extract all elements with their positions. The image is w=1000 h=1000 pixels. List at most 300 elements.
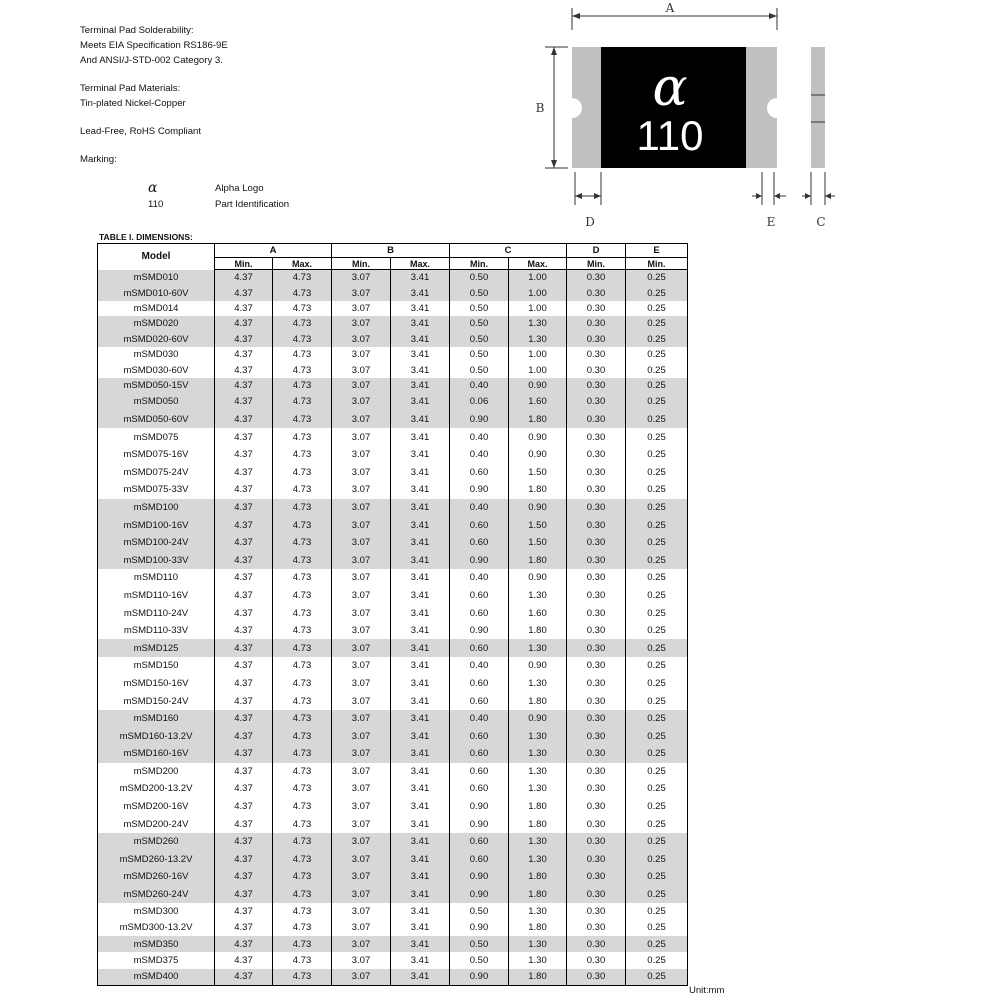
right-terminal-notch (767, 98, 787, 118)
table-row (98, 446, 688, 464)
c-min-cell: 0.60 (450, 833, 509, 851)
a-min-cell: 4.37 (215, 604, 273, 622)
b-min-cell: 3.07 (332, 903, 391, 919)
b-max-cell: 3.41 (391, 481, 450, 499)
e-min-cell: 0.25 (626, 745, 688, 763)
d-min-cell: 0.30 (567, 587, 626, 605)
b-min-cell: 3.07 (332, 516, 391, 534)
a-min-cell: 4.37 (215, 428, 273, 446)
model-cell: mSMD150 (98, 657, 215, 675)
e-min-cell: 0.25 (626, 815, 688, 833)
c-min-cell: 0.90 (450, 969, 509, 986)
a-min-cell: 4.37 (215, 851, 273, 869)
d-min-cell: 0.30 (567, 464, 626, 482)
a-max-cell: 4.73 (273, 362, 332, 377)
d-min-cell: 0.30 (567, 411, 626, 429)
model-header: Model (98, 244, 215, 270)
e-min-cell: 0.25 (626, 270, 688, 286)
c-min-cell: 0.60 (450, 675, 509, 693)
d-min-cell: 0.30 (567, 285, 626, 300)
d-min-cell: 0.30 (567, 763, 626, 781)
c-max-cell: 1.30 (509, 952, 567, 968)
b-min-cell: 3.07 (332, 745, 391, 763)
c-max-cell: 0.90 (509, 428, 567, 446)
group-header-c: C (450, 244, 567, 258)
b-min-cell: 3.07 (332, 551, 391, 569)
a-max-cell: 4.73 (273, 833, 332, 851)
b-min-cell: 3.07 (332, 316, 391, 331)
b-max-cell: 3.41 (391, 851, 450, 869)
c-max-cell: 1.00 (509, 362, 567, 377)
a-min-cell: 4.37 (215, 903, 273, 919)
b-min-cell: 3.07 (332, 411, 391, 429)
sub-header: Min. (450, 258, 509, 270)
e-min-cell: 0.25 (626, 851, 688, 869)
c-max-cell: 1.80 (509, 920, 567, 936)
table-row (98, 815, 688, 833)
c-max-cell: 1.30 (509, 763, 567, 781)
a-max-cell: 4.73 (273, 763, 332, 781)
model-cell: mSMD350 (98, 936, 215, 952)
sub-header: Min. (626, 258, 688, 270)
c-min-cell: 0.40 (450, 569, 509, 587)
b-min-cell: 3.07 (332, 833, 391, 851)
a-min-cell: 4.37 (215, 969, 273, 986)
e-min-cell: 0.25 (626, 780, 688, 798)
b-min-cell: 3.07 (332, 675, 391, 693)
c-max-cell: 1.30 (509, 727, 567, 745)
d-min-cell: 0.30 (567, 347, 626, 362)
c-max-cell: 0.90 (509, 446, 567, 464)
model-cell: mSMD030 (98, 347, 215, 362)
table-row (98, 952, 688, 968)
c-min-cell: 0.50 (450, 952, 509, 968)
table-row (98, 692, 688, 710)
b-max-cell: 3.41 (391, 798, 450, 816)
a-min-cell: 4.37 (215, 270, 273, 286)
b-max-cell: 3.41 (391, 903, 450, 919)
d-min-cell: 0.30 (567, 851, 626, 869)
c-max-cell: 1.80 (509, 692, 567, 710)
e-min-cell: 0.25 (626, 798, 688, 816)
a-max-cell: 4.73 (273, 920, 332, 936)
c-min-cell: 0.40 (450, 446, 509, 464)
e-min-cell: 0.25 (626, 534, 688, 552)
c-max-cell: 1.30 (509, 780, 567, 798)
a-min-cell: 4.37 (215, 780, 273, 798)
a-min-cell: 4.37 (215, 347, 273, 362)
marking-title: Marking: (80, 154, 117, 165)
a-max-cell: 4.73 (273, 936, 332, 952)
b-max-cell: 3.41 (391, 464, 450, 482)
e-min-cell: 0.25 (626, 464, 688, 482)
a-max-cell: 4.73 (273, 692, 332, 710)
table-row (98, 347, 688, 362)
a-max-cell: 4.73 (273, 587, 332, 605)
b-min-cell: 3.07 (332, 780, 391, 798)
d-min-cell: 0.30 (567, 362, 626, 377)
a-min-cell: 4.37 (215, 798, 273, 816)
a-min-cell: 4.37 (215, 815, 273, 833)
b-max-cell: 3.41 (391, 604, 450, 622)
a-max-cell: 4.73 (273, 534, 332, 552)
b-max-cell: 3.41 (391, 868, 450, 886)
a-max-cell: 4.73 (273, 952, 332, 968)
d-min-cell: 0.30 (567, 969, 626, 986)
b-max-cell: 3.41 (391, 516, 450, 534)
b-min-cell: 3.07 (332, 446, 391, 464)
body-alpha-logo: α (652, 58, 688, 118)
a-min-cell: 4.37 (215, 727, 273, 745)
b-min-cell: 3.07 (332, 815, 391, 833)
b-min-cell: 3.07 (332, 285, 391, 300)
table-row (98, 622, 688, 640)
c-max-cell: 1.30 (509, 833, 567, 851)
model-cell: mSMD125 (98, 639, 215, 657)
a-min-cell: 4.37 (215, 446, 273, 464)
a-min-cell: 4.37 (215, 920, 273, 936)
solderability-title: Terminal Pad Solderability: (80, 25, 194, 36)
c-max-cell: 1.80 (509, 815, 567, 833)
c-max-cell: 1.50 (509, 516, 567, 534)
b-max-cell: 3.41 (391, 936, 450, 952)
b-max-cell: 3.41 (391, 745, 450, 763)
dimension-c-label: C (816, 215, 826, 229)
c-max-cell: 1.80 (509, 481, 567, 499)
b-min-cell: 3.07 (332, 969, 391, 986)
sub-header: Max. (391, 258, 450, 270)
model-cell: mSMD075-24V (98, 464, 215, 482)
c-max-cell: 1.00 (509, 301, 567, 316)
model-cell: mSMD200-13.2V (98, 780, 215, 798)
model-cell: mSMD260 (98, 833, 215, 851)
c-max-cell: 1.80 (509, 411, 567, 429)
materials-title: Terminal Pad Materials: (80, 83, 181, 94)
e-min-cell: 0.25 (626, 516, 688, 534)
a-max-cell: 4.73 (273, 411, 332, 429)
d-min-cell: 0.30 (567, 534, 626, 552)
dimension-e-label: E (766, 215, 776, 229)
c-min-cell: 0.60 (450, 745, 509, 763)
sub-header: Min. (215, 258, 273, 270)
d-min-cell: 0.30 (567, 378, 626, 393)
c-min-cell: 0.90 (450, 481, 509, 499)
d-min-cell: 0.30 (567, 936, 626, 952)
alpha-logo-symbol: α (148, 180, 158, 196)
c-max-cell: 0.90 (509, 710, 567, 728)
b-max-cell: 3.41 (391, 815, 450, 833)
c-max-cell: 1.30 (509, 903, 567, 919)
d-min-cell: 0.30 (567, 815, 626, 833)
d-min-cell: 0.30 (567, 780, 626, 798)
e-min-cell: 0.25 (626, 551, 688, 569)
b-max-cell: 3.41 (391, 428, 450, 446)
left-terminal-notch (562, 98, 582, 118)
b-min-cell: 3.07 (332, 727, 391, 745)
table-title: TABLE I. DIMENSIONS: (99, 232, 193, 242)
a-min-cell: 4.37 (215, 675, 273, 693)
model-cell: mSMD150-16V (98, 675, 215, 693)
a-max-cell: 4.73 (273, 868, 332, 886)
c-min-cell: 0.50 (450, 332, 509, 347)
b-min-cell: 3.07 (332, 362, 391, 377)
a-min-cell: 4.37 (215, 393, 273, 411)
e-min-cell: 0.25 (626, 446, 688, 464)
table-row (98, 920, 688, 936)
table-row (98, 332, 688, 347)
table-row (98, 534, 688, 552)
c-max-cell: 1.30 (509, 851, 567, 869)
a-max-cell: 4.73 (273, 622, 332, 640)
b-min-cell: 3.07 (332, 464, 391, 482)
c-min-cell: 0.50 (450, 285, 509, 300)
b-min-cell: 3.07 (332, 920, 391, 936)
c-min-cell: 0.90 (450, 798, 509, 816)
e-min-cell: 0.25 (626, 936, 688, 952)
c-min-cell: 0.50 (450, 903, 509, 919)
d-min-cell: 0.30 (567, 710, 626, 728)
b-min-cell: 3.07 (332, 378, 391, 393)
e-min-cell: 0.25 (626, 347, 688, 362)
c-max-cell: 1.00 (509, 347, 567, 362)
b-min-cell: 3.07 (332, 657, 391, 675)
c-min-cell: 0.90 (450, 886, 509, 904)
c-max-cell: 1.60 (509, 393, 567, 411)
c-min-cell: 0.60 (450, 851, 509, 869)
a-min-cell: 4.37 (215, 833, 273, 851)
a-min-cell: 4.37 (215, 285, 273, 300)
model-cell: mSMD010 (98, 270, 215, 286)
table-row (98, 481, 688, 499)
marking-row-logo (148, 180, 289, 196)
d-min-cell: 0.30 (567, 868, 626, 886)
a-max-cell: 4.73 (273, 675, 332, 693)
c-min-cell: 0.50 (450, 362, 509, 377)
c-max-cell: 0.90 (509, 657, 567, 675)
d-min-cell: 0.30 (567, 569, 626, 587)
d-min-cell: 0.30 (567, 446, 626, 464)
a-min-cell: 4.37 (215, 657, 273, 675)
d-min-cell: 0.30 (567, 639, 626, 657)
sub-header: Max. (509, 258, 567, 270)
b-min-cell: 3.07 (332, 604, 391, 622)
c-max-cell: 1.00 (509, 285, 567, 300)
b-min-cell: 3.07 (332, 886, 391, 904)
table-row (98, 270, 688, 286)
a-max-cell: 4.73 (273, 886, 332, 904)
table-row (98, 604, 688, 622)
model-cell: mSMD375 (98, 952, 215, 968)
b-max-cell: 3.41 (391, 569, 450, 587)
table-row (98, 868, 688, 886)
b-max-cell: 3.41 (391, 393, 450, 411)
model-cell: mSMD110-24V (98, 604, 215, 622)
c-max-cell: 0.90 (509, 569, 567, 587)
c-min-cell: 0.60 (450, 780, 509, 798)
e-min-cell: 0.25 (626, 886, 688, 904)
b-max-cell: 3.41 (391, 446, 450, 464)
a-max-cell: 4.73 (273, 316, 332, 331)
e-min-cell: 0.25 (626, 604, 688, 622)
table-row (98, 428, 688, 446)
e-min-cell: 0.25 (626, 378, 688, 393)
d-min-cell: 0.30 (567, 428, 626, 446)
c-min-cell: 0.06 (450, 393, 509, 411)
d-min-cell: 0.30 (567, 903, 626, 919)
sub-header: Min. (567, 258, 626, 270)
a-max-cell: 4.73 (273, 393, 332, 411)
d-min-cell: 0.30 (567, 745, 626, 763)
a-min-cell: 4.37 (215, 411, 273, 429)
dimension-d-label: D (585, 215, 595, 229)
b-min-cell: 3.07 (332, 868, 391, 886)
a-min-cell: 4.37 (215, 745, 273, 763)
table-row (98, 316, 688, 331)
a-max-cell: 4.73 (273, 903, 332, 919)
b-max-cell: 3.41 (391, 362, 450, 377)
c-max-cell: 1.30 (509, 587, 567, 605)
d-min-cell: 0.30 (567, 316, 626, 331)
c-min-cell: 0.90 (450, 868, 509, 886)
group-header-e: E (626, 244, 688, 258)
a-max-cell: 4.73 (273, 851, 332, 869)
b-min-cell: 3.07 (332, 622, 391, 640)
c-max-cell: 1.30 (509, 316, 567, 331)
c-min-cell: 0.50 (450, 301, 509, 316)
table-row (98, 378, 688, 393)
e-min-cell: 0.25 (626, 362, 688, 377)
c-min-cell: 0.90 (450, 920, 509, 936)
e-min-cell: 0.25 (626, 587, 688, 605)
a-max-cell: 4.73 (273, 569, 332, 587)
b-min-cell: 3.07 (332, 301, 391, 316)
e-min-cell: 0.25 (626, 969, 688, 986)
a-min-cell: 4.37 (215, 692, 273, 710)
e-min-cell: 0.25 (626, 710, 688, 728)
group-header-d: D (567, 244, 626, 258)
solderability-line-1: Meets EIA Specification RS186-9E (80, 40, 228, 51)
b-max-cell: 3.41 (391, 639, 450, 657)
a-max-cell: 4.73 (273, 798, 332, 816)
b-min-cell: 3.07 (332, 692, 391, 710)
table-row (98, 639, 688, 657)
c-max-cell: 1.30 (509, 639, 567, 657)
model-cell: mSMD260-24V (98, 886, 215, 904)
d-min-cell: 0.30 (567, 692, 626, 710)
table-row (98, 301, 688, 316)
a-max-cell: 4.73 (273, 551, 332, 569)
a-min-cell: 4.37 (215, 316, 273, 331)
b-max-cell: 3.41 (391, 710, 450, 728)
b-min-cell: 3.07 (332, 569, 391, 587)
a-max-cell: 4.73 (273, 604, 332, 622)
e-min-cell: 0.25 (626, 301, 688, 316)
table-row (98, 285, 688, 300)
e-min-cell: 0.25 (626, 920, 688, 936)
table-row (98, 551, 688, 569)
marking-row-part (148, 196, 289, 212)
c-min-cell: 0.60 (450, 516, 509, 534)
b-max-cell: 3.41 (391, 969, 450, 986)
d-min-cell: 0.30 (567, 920, 626, 936)
b-max-cell: 3.41 (391, 285, 450, 300)
table-row (98, 393, 688, 411)
c-min-cell: 0.50 (450, 936, 509, 952)
e-min-cell: 0.25 (626, 675, 688, 693)
table-row (98, 710, 688, 728)
c-min-cell: 0.90 (450, 815, 509, 833)
a-max-cell: 4.73 (273, 727, 332, 745)
model-cell: mSMD260-13.2V (98, 851, 215, 869)
component-dimension-diagram (530, 0, 840, 235)
c-max-cell: 1.80 (509, 886, 567, 904)
table-row (98, 587, 688, 605)
a-max-cell: 4.73 (273, 285, 332, 300)
d-min-cell: 0.30 (567, 301, 626, 316)
c-max-cell: 1.80 (509, 551, 567, 569)
dimensions-table-body (98, 270, 688, 986)
compliance-note: Lead-Free, RoHS Compliant (80, 126, 202, 137)
b-max-cell: 3.41 (391, 587, 450, 605)
b-min-cell: 3.07 (332, 763, 391, 781)
d-min-cell: 0.30 (567, 622, 626, 640)
e-min-cell: 0.25 (626, 622, 688, 640)
a-max-cell: 4.73 (273, 378, 332, 393)
b-max-cell: 3.41 (391, 920, 450, 936)
b-max-cell: 3.41 (391, 727, 450, 745)
a-min-cell: 4.37 (215, 551, 273, 569)
b-max-cell: 3.41 (391, 301, 450, 316)
alpha-logo-label: Alpha Logo (215, 182, 264, 194)
part-id-label: Part Identification (215, 198, 290, 210)
e-min-cell: 0.25 (626, 316, 688, 331)
b-min-cell: 3.07 (332, 587, 391, 605)
b-min-cell: 3.07 (332, 270, 391, 286)
e-min-cell: 0.25 (626, 499, 688, 517)
c-max-cell: 0.90 (509, 378, 567, 393)
table-row (98, 727, 688, 745)
c-max-cell: 1.00 (509, 270, 567, 286)
c-max-cell: 1.30 (509, 332, 567, 347)
b-max-cell: 3.41 (391, 534, 450, 552)
d-min-cell: 0.30 (567, 952, 626, 968)
a-max-cell: 4.73 (273, 657, 332, 675)
c-min-cell: 0.90 (450, 551, 509, 569)
part-id-symbol: 110 (148, 198, 164, 210)
a-max-cell: 4.73 (273, 969, 332, 986)
e-min-cell: 0.25 (626, 569, 688, 587)
model-cell: mSMD030-60V (98, 362, 215, 377)
d-min-cell: 0.30 (567, 393, 626, 411)
c-min-cell: 0.90 (450, 411, 509, 429)
d-min-cell: 0.30 (567, 499, 626, 517)
a-min-cell: 4.37 (215, 464, 273, 482)
c-min-cell: 0.90 (450, 622, 509, 640)
table-row (98, 833, 688, 851)
a-min-cell: 4.37 (215, 936, 273, 952)
model-cell: mSMD400 (98, 969, 215, 986)
model-cell: mSMD100-16V (98, 516, 215, 534)
c-min-cell: 0.40 (450, 378, 509, 393)
b-min-cell: 3.07 (332, 332, 391, 347)
a-min-cell: 4.37 (215, 332, 273, 347)
c-max-cell: 1.50 (509, 534, 567, 552)
b-min-cell: 3.07 (332, 798, 391, 816)
model-cell: mSMD100-33V (98, 551, 215, 569)
table-row (98, 903, 688, 919)
b-max-cell: 3.41 (391, 270, 450, 286)
c-max-cell: 0.90 (509, 499, 567, 517)
